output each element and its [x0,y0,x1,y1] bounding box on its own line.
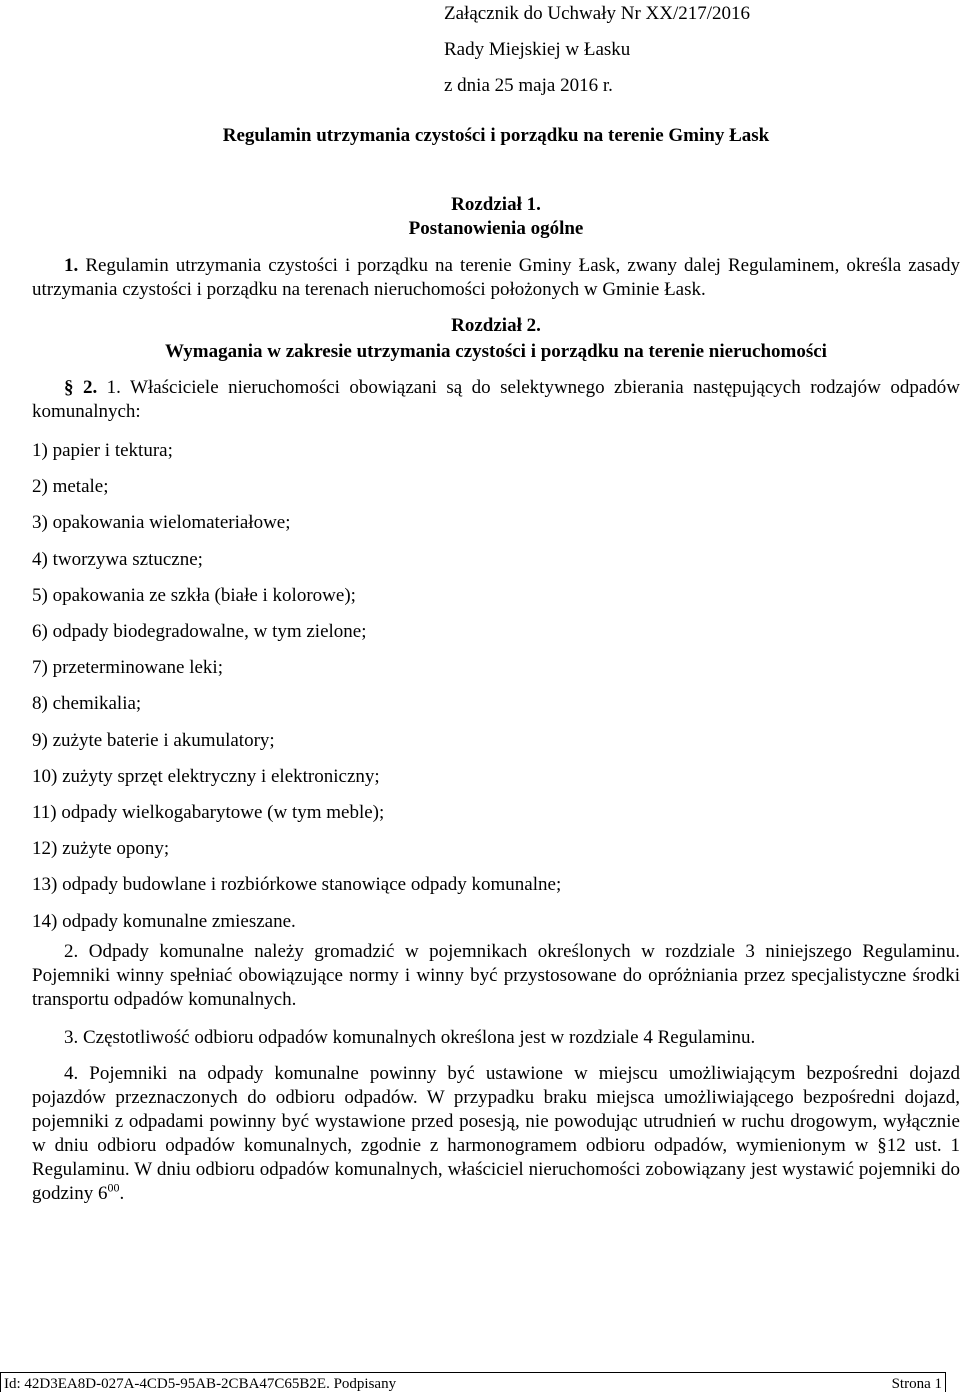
chapter1-subheading: Postanowienia ogólne [408,218,584,239]
list-item: 10) zużyty sprzęt elektryczny i elektroniczny; [32,766,380,787]
section-2-intro-text: 1. Właściciele nieruchomości obowiązani są do selektywnego zbierania następujących rodzajów odpadów komunalnych: [32,377,960,422]
header-line-date: z dnia 25 maja 2016 r. [444,75,613,96]
point-4-text: 4. Pojemniki na odpady komunalne powinny być ustawione w miejscu umożliwiającym bezpośredni dojazd pojazdów przeznaczonych do odbioru odpadów. W przypadku braku miejsca umożliwiającego bezpośredni dojazd, pojemniki z odpadami powinny być wystawione przed posesją, nie powodując utrudnień w ruchu drogowym, wyłącznie w dniu odbioru odpadów komunalnych, zgodnie z harmonogramem odbioru odpadów, wymienionym w §12 ust. 1 Regulaminu. W dniu odbioru odpadów komunalnych, właściciel nieruchomości zobowiązany jest wystawić pojemniki do godziny 6 [32,1063,960,1204]
list-item: 3) opakowania wielomateriałowe; [32,512,291,533]
list-item: 12) zużyte opony; [32,838,170,859]
paragraph-1-number: 1. [64,255,79,276]
paragraph-1 [32,254,960,302]
section-mark: § [64,377,74,398]
header-line-council: Rady Miejskiej w Łasku [444,39,631,60]
document-title: Regulamin utrzymania czystości i porządku na terenie Gminy Łask [222,125,770,146]
page-number: Strona 1 [891,1376,942,1392]
document-page [32,0,960,1393]
list-item: 4) tworzywa sztuczne; [32,549,203,570]
point-2 [32,940,960,1012]
document-id: Id: 42D3EA8D-027A-4CD5-95AB-2CBA47C65B2E. Podpisany [4,1376,397,1392]
paragraph-1-text: Regulamin utrzymania czystości i porządku na terenie Gminy Łask, zwany dalej Regulaminem, określa zasady utrzymania czystości i porządku na terenach nieruchomości położonych w Gminie Łask. [32,255,960,300]
footer-left-tick [0,1372,1,1392]
list-item: 13) odpady budowlane i rozbiórkowe stanowiące odpady komunalne; [32,874,562,895]
point-2-text: 2. Odpady komunalne należy gromadzić w pojemnikach określonych w rozdziale 3 niniejszego Regulaminu. Pojemniki winny spełniać obowiązujące normy i winny być przystosowane do opróżniania przez specjalistyczne środki transportu odpadów komunalnych. [32,941,960,1010]
list-item: 6) odpady biodegradowalne, w tym zielone; [32,621,367,642]
page-footer [0,1366,960,1393]
list-item: 5) opakowania ze szkła (białe i kolorowe); [32,585,356,606]
chapter2-subheading: Wymagania w zakresie utrzymania czystości i porządku na terenie nieruchomości [165,341,827,362]
list-item: 8) chemikalia; [32,693,142,714]
footer-right-tick [945,1372,946,1392]
footer-rule [0,1372,946,1373]
chapter2-heading: Rozdział 2. [451,315,541,336]
point-3-text: 3. Częstotliwość odbioru odpadów komunalnych określona jest w rozdziale 4 Regulaminu. [64,1027,756,1048]
list-item: 9) zużyte baterie i akumulatory; [32,730,275,751]
list-item: 11) odpady wielkogabarytowe (w tym meble); [32,802,385,823]
list-item: 1) papier i tektura; [32,440,173,461]
header-line-resolution: Załącznik do Uchwały Nr XX/217/2016 [444,3,751,24]
chapter1-heading: Rozdział 1. [451,194,541,215]
list-item: 7) przeterminowane leki; [32,657,223,678]
section-2-number: 2. [82,377,98,398]
point-4 [32,1062,960,1206]
point-4-superscript: 00 [107,1180,120,1195]
list-item: 2) metale; [32,476,109,497]
section-2-intro [32,376,960,424]
list-item: 14) odpady komunalne zmieszane. [32,911,296,932]
point-4-end: . [119,1183,125,1204]
point-3 [32,1026,960,1050]
